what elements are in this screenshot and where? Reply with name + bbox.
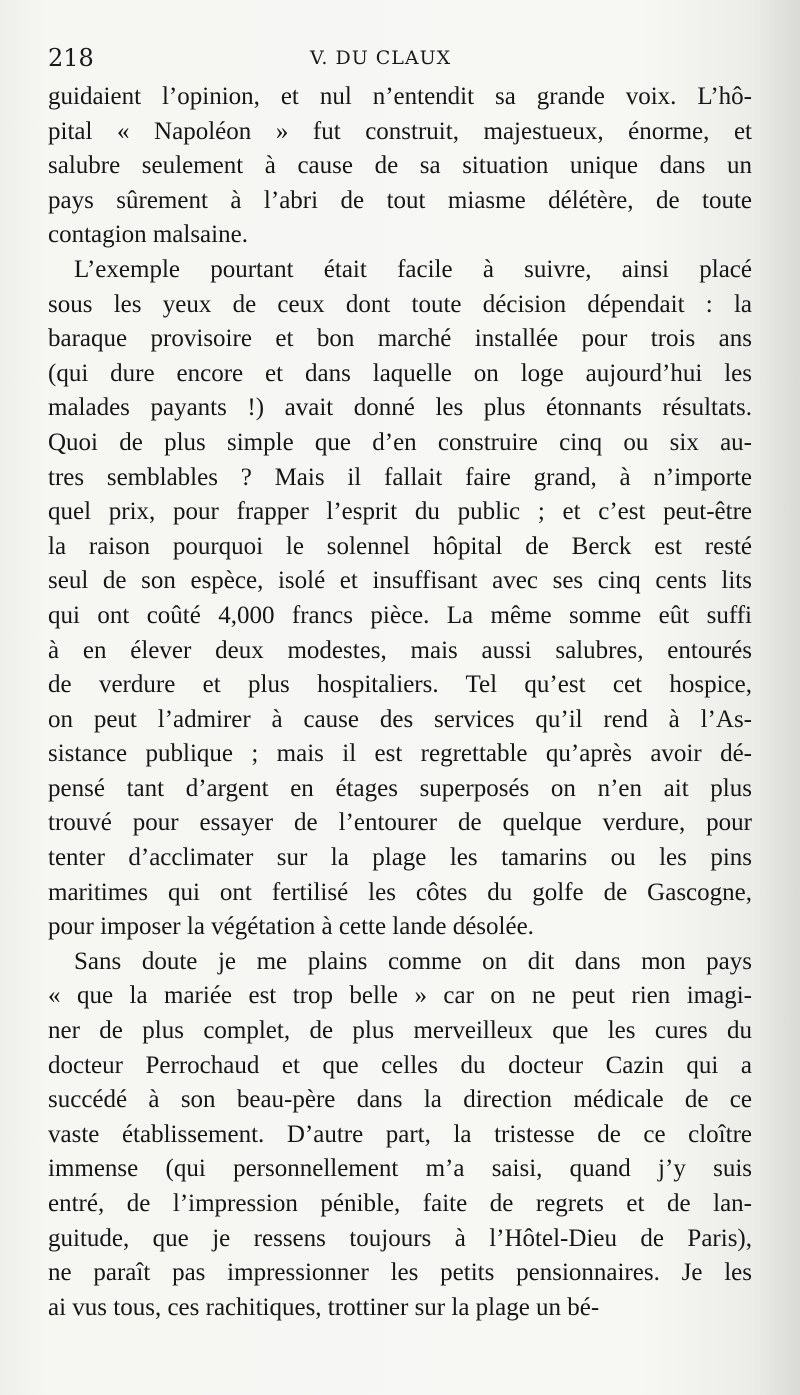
text-line: contagion malsaine. xyxy=(48,221,248,249)
text-line: tres semblables ? Mais il fallait faire grand, à n’importe xyxy=(48,463,752,491)
text-line: guidaient l’opinion, et nul n’entendit sa grande voix. L’hô- xyxy=(48,83,752,110)
text-line: maritimes qui ont fertilisé les côtes du golfe de Gascogne, xyxy=(48,878,752,906)
text-line: sous les yeux de ceux dont toute décision dépendait : la xyxy=(48,290,752,318)
text-line: tenter d’acclimater sur la plage les tamarins ou les pins xyxy=(48,844,752,872)
text-line: sistance publique ; mais il est regrettable qu’après avoir dé- xyxy=(48,740,752,768)
text-line: on peut l’admirer à cause des services qu’il rend à l’As- xyxy=(48,705,752,733)
text-line: entré, de l’impression pénible, faite de regrets et de lan- xyxy=(48,1190,752,1217)
body-text xyxy=(48,80,752,1325)
text-line: de verdure et plus hospitaliers. Tel qu’est cet hospice, xyxy=(48,671,752,699)
text-line: succédé à son beau-père dans la direction médicale de ce xyxy=(48,1086,752,1114)
text-line: ai vus tous, ces rachitiques, trottiner sur la plage un bé- xyxy=(48,1293,600,1321)
text-line: immense (qui personnellement m’a saisi, quand j’y suis xyxy=(48,1155,752,1183)
text-line: malades payants !) avait donné les plus étonnants résultats. xyxy=(48,394,752,422)
text-line: à en élever deux modestes, mais aussi salubres, entourés xyxy=(48,636,752,664)
text-line: salubre seulement à cause de sa situation unique dans un xyxy=(48,152,752,180)
text-line: seul de son espèce, isolé et insuffisant avec ses cinq cents lits xyxy=(48,567,752,595)
text-line: L’exemple pourtant était facile à suivre, ainsi placé xyxy=(74,255,752,283)
running-head: V. DU CLAUX xyxy=(310,47,452,69)
paragraph xyxy=(48,253,752,945)
text-line: qui ont coûté 4,000 francs pièce. La même somme eût suffi xyxy=(48,601,752,629)
text-line: Sans doute je me plains comme on dit dans mon pays xyxy=(74,947,752,975)
text-line: pays sûrement à l’abri de tout miasme délétère, de toute xyxy=(48,186,752,214)
text-line: pour imposer la végétation à cette lande désolée. xyxy=(48,913,534,941)
page-number: 218 xyxy=(48,44,94,72)
text-line: la raison pourquoi le solennel hôpital de Berck est resté xyxy=(48,532,752,560)
text-line: Quoi de plus simple que d’en construire cinq ou six au- xyxy=(48,428,752,456)
text-line: (qui dure encore et dans laquelle on loge aujourd’hui les xyxy=(48,359,752,387)
paragraph xyxy=(48,945,752,1326)
text-line: trouvé pour essayer de l’entourer de quelque verdure, pour xyxy=(48,809,752,837)
text-line: pensé tant d’argent en étages superposés on n’en ait plus xyxy=(48,774,752,802)
text-line: baraque provisoire et bon marché installée pour trois ans xyxy=(48,325,752,353)
text-line: vaste établissement. D’autre part, la tristesse de ce cloître xyxy=(48,1120,752,1148)
text-line: guitude, que je ressens toujours à l’Hôtel-Dieu de Paris), xyxy=(48,1224,752,1252)
text-line: quel prix, pour frapper l’esprit du public ; et c’est peut-être xyxy=(48,498,752,526)
page-header xyxy=(48,40,748,76)
paragraph xyxy=(48,80,752,253)
text-line: docteur Perrochaud et que celles du docteur Cazin qui a xyxy=(48,1051,752,1079)
text-line: pital « Napoléon » fut construit, majestueux, énorme, et xyxy=(48,117,752,145)
text-line: ne paraît pas impressionner les petits pensionnaires. Je les xyxy=(48,1259,752,1287)
text-line: « que la mariée est trop belle » car on ne peut rien imagi- xyxy=(48,982,752,1010)
text-line: ner de plus complet, de plus merveilleux que les cures du xyxy=(48,1017,752,1045)
